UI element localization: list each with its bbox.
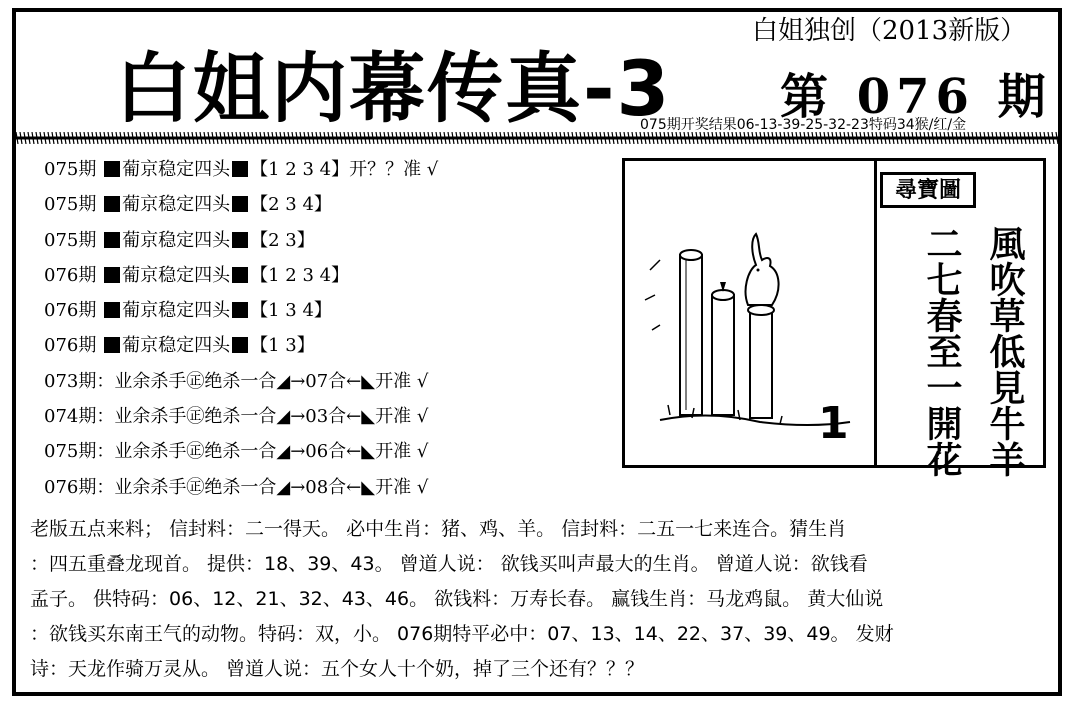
row-period: 076期 bbox=[44, 264, 97, 286]
black-square-icon bbox=[232, 196, 248, 212]
tips-paragraph bbox=[30, 512, 1050, 687]
row-numbers: 【1 2 3 4】 bbox=[250, 264, 350, 286]
black-square-icon bbox=[104, 232, 120, 248]
prediction-row bbox=[44, 223, 438, 258]
tips-line: 孟子。 供特码：06、12、21、32、43、46。 欲钱料：万寿长春。 赢钱生肖：马龙鸡鼠。 黄大仙说 bbox=[30, 588, 884, 610]
issue-number: 第 076 期 bbox=[780, 69, 1052, 125]
zigzag-divider bbox=[16, 132, 1058, 144]
kill-row: 073期：业余杀手㊣绝杀一合◢→07合←◣开准 √ bbox=[44, 370, 429, 392]
row-period: 075期 bbox=[44, 159, 97, 180]
figure-number: 1 bbox=[818, 398, 849, 449]
row-name: 葡京稳定四头 bbox=[122, 300, 231, 322]
prediction-row bbox=[44, 152, 438, 187]
tips-line: 老版五点来料； 信封料：二一得天。 必中生肖：猪、鸡、羊。 信封料：二五一七来连合。猜生肖 bbox=[30, 518, 847, 540]
kill-row: 076期：业余杀手㊣绝杀一合◢→08合←◣开准 √ bbox=[44, 476, 429, 498]
black-square-icon bbox=[104, 161, 120, 177]
row-numbers: 【1 2 3 4】开？？准 √ bbox=[250, 159, 439, 180]
tips-line: ：四五重叠龙现首。 提供：18、39、43。 曾道人说： 欲钱买叫声最大的生肖。 曾道人说：欲钱看 bbox=[30, 553, 868, 575]
black-square-icon bbox=[104, 302, 120, 318]
row-name: 葡京稳定四头 bbox=[122, 264, 231, 286]
row-name: 葡京稳定四头 bbox=[122, 194, 231, 216]
prediction-row bbox=[44, 328, 438, 363]
black-square-icon bbox=[232, 161, 248, 177]
tips-line: 诗：天龙作骑万灵从。 曾道人说：五个女人十个奶，掉了三个还有？？？ bbox=[30, 658, 645, 680]
black-square-icon bbox=[232, 267, 248, 283]
kill-row: 074期：业余杀手㊣绝杀一合◢→03合←◣开准 √ bbox=[44, 406, 429, 428]
edition-label: 白姐独创（2013新版） bbox=[752, 16, 1027, 46]
row-numbers: 【1 3 4】 bbox=[250, 300, 332, 322]
row-period: 076期 bbox=[44, 300, 97, 322]
row-period: 076期 bbox=[44, 335, 97, 357]
row-name: 葡京稳定四头 bbox=[122, 335, 231, 357]
row-name: 葡京稳定四头 bbox=[122, 229, 231, 251]
row-period: 075期 bbox=[44, 229, 97, 251]
treasure-map-label: 尋寶圖 bbox=[880, 172, 976, 208]
black-square-icon bbox=[104, 196, 120, 212]
row-numbers: 【2 3】 bbox=[250, 229, 315, 251]
black-square-icon bbox=[232, 232, 248, 248]
previous-result: 075期开奖结果06-13-39-25-32-23特码34猴/红/金 bbox=[640, 117, 967, 133]
page-title: 白姐内幕传真-3 bbox=[115, 44, 672, 133]
treasure-divider bbox=[874, 160, 877, 466]
poem-left: 二七春至一開花 bbox=[921, 225, 963, 477]
black-square-icon bbox=[104, 267, 120, 283]
prediction-rows bbox=[44, 152, 438, 505]
prediction-row bbox=[44, 293, 438, 328]
tips-line: ：欲钱买东南王气的动物。特码：双，小。 076期特平必中：07、13、14、22、37、39、49。 发财 bbox=[30, 623, 894, 645]
treasure-illustration bbox=[630, 210, 870, 460]
row-numbers: 【2 3 4】 bbox=[250, 194, 332, 216]
prediction-row bbox=[44, 258, 438, 293]
kill-row: 075期：业余杀手㊣绝杀一合◢→06合←◣开准 √ bbox=[44, 441, 429, 463]
row-numbers: 【1 3】 bbox=[250, 335, 315, 357]
row-period: 075期 bbox=[44, 194, 97, 216]
prediction-row bbox=[44, 187, 438, 222]
black-square-icon bbox=[232, 302, 248, 318]
black-square-icon bbox=[232, 337, 248, 353]
poem-right: 風吹草低見牛羊 bbox=[984, 225, 1026, 477]
black-square-icon bbox=[104, 337, 120, 353]
row-name: 葡京稳定四头 bbox=[122, 159, 231, 180]
